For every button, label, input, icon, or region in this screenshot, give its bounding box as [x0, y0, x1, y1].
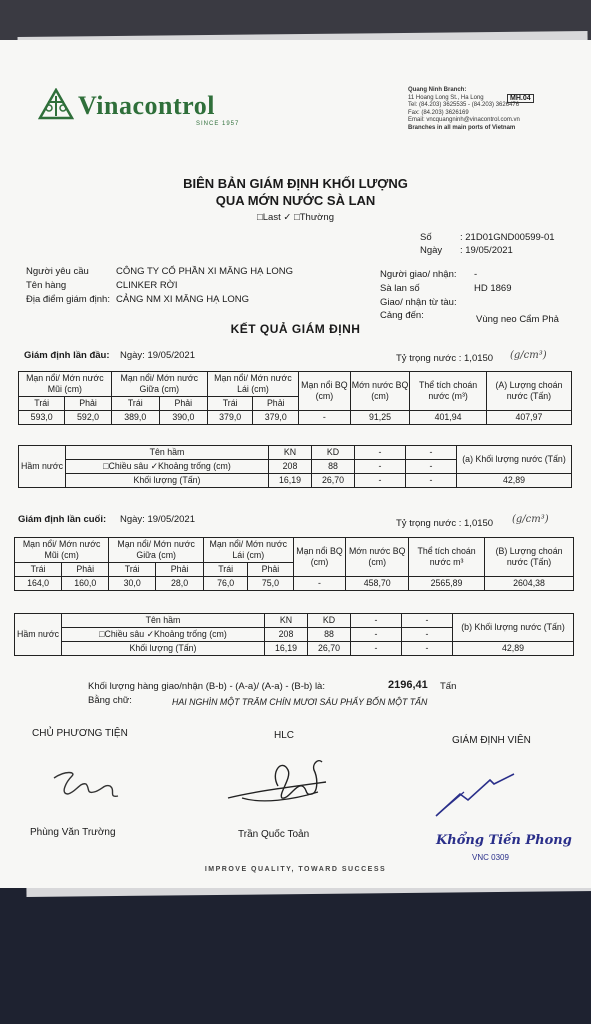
requester-value: CÔNG TY CỔ PHẦN XI MĂNG HẠ LONG: [116, 266, 294, 277]
branch-line: Email: vncquangninh@vinacontrol.com.vn: [408, 117, 520, 124]
header-phai: Phải: [65, 397, 111, 411]
kn-depth: 208: [265, 628, 308, 642]
dash-cell: -: [402, 614, 453, 628]
in-words-label: Bằng chữ:: [88, 695, 132, 706]
checkbox-icon[interactable]: □: [99, 629, 105, 639]
first-survey-label: Giám định lần đầu:: [24, 350, 110, 361]
background-bottom: [0, 880, 591, 1024]
last-density: Tỷ trọng nước : 1,0150: [396, 518, 494, 529]
header-bq: Mạn nổi BQ (cm): [299, 372, 351, 411]
depth-space-row: [66, 460, 269, 474]
owner-label: CHỦ PHƯƠNG TIỆN: [32, 728, 128, 739]
kd-header: KD: [312, 446, 355, 460]
hlc-signature: [222, 748, 332, 810]
first-density-handwritten: (g/cm³): [510, 350, 547, 361]
header-trai: Trái: [204, 563, 248, 577]
header-trai: Trái: [19, 397, 65, 411]
cell-monbq: 91,25: [350, 411, 410, 425]
dash-cell: -: [355, 460, 406, 474]
checkmark-icon: ✓: [150, 461, 158, 471]
deliverer-value: -: [474, 269, 478, 280]
ham-nuoc-label: Hầm nước: [15, 614, 62, 656]
cell-giua-trai: 30,0: [109, 577, 156, 591]
option-last-label: Last: [262, 212, 281, 223]
cell-giua-trai: 389,0: [111, 411, 159, 425]
kd-depth: 88: [312, 460, 355, 474]
header-vol: Thể tích choán nước (m³): [410, 372, 486, 411]
dash-cell: -: [402, 642, 453, 656]
kd-mass: 26,70: [312, 474, 355, 488]
kn-mass: 16,19: [269, 474, 312, 488]
barge-value: HD 1869: [474, 283, 512, 294]
branch-line: Branches in all main ports of Vietnam: [408, 124, 516, 131]
khoang-trong-label: Khoảng trống (cm): [153, 629, 227, 639]
checkmark-icon: ✓: [146, 629, 154, 639]
cell-mui-phai: 592,0: [65, 411, 111, 425]
hlc-name: Trần Quốc Toản: [238, 829, 310, 840]
in-words-value: HAI NGHÌN MỘT TRĂM CHÍN MƯƠI SÁU PHẨY BỐN MỘT TẤN: [172, 697, 428, 707]
last-hold-table: [14, 613, 574, 656]
vinacontrol-logo-icon: [38, 88, 74, 122]
net-mass-formula: Khối lượng hàng giao/nhận (B-b) - (A-a)/ (A-a) - (B-b) là:: [88, 681, 325, 692]
kd-depth: 88: [308, 628, 351, 642]
barge-label: Sà lan số: [380, 283, 420, 294]
header-trai: Trái: [15, 563, 62, 577]
header-vol: Thể tích choán nước m³: [409, 538, 485, 577]
dash-cell: -: [406, 446, 457, 460]
header-phai: Phải: [248, 563, 293, 577]
surveyor-name: Khổng Tiến Phong: [436, 833, 572, 848]
net-mass-value: 2196,41: [388, 679, 428, 691]
water-mass-a-value: 42,89: [457, 474, 572, 488]
ham-nuoc-label: Hầm nước: [19, 446, 66, 488]
header-disp: (A) Lượng choán nước (Tấn): [486, 372, 571, 411]
cell-lai-trai: 76,0: [204, 577, 248, 591]
cell-bq: -: [293, 577, 346, 591]
kn-header: KN: [269, 446, 312, 460]
header-phai: Phải: [159, 397, 207, 411]
dash-cell: -: [351, 614, 402, 628]
place-value: CẢNG NM XI MĂNG HẠ LONG: [116, 294, 250, 305]
header-trai: Trái: [207, 397, 253, 411]
so-label: Số: [420, 232, 432, 243]
dash-cell: -: [351, 642, 402, 656]
mass-row-label: Khối lượng (Tấn): [66, 474, 269, 488]
cell-lai-phai: 75,0: [248, 577, 293, 591]
dash-cell: -: [355, 474, 406, 488]
port-value: Vùng neo Cẩm Phả: [476, 314, 559, 325]
header-phai: Phải: [62, 563, 109, 577]
header-trai: Trái: [109, 563, 156, 577]
dash-cell: -: [351, 628, 402, 642]
cell-mui-phai: 160,0: [62, 577, 109, 591]
option-normal-label: Thường: [299, 212, 334, 223]
dash-cell: -: [406, 460, 457, 474]
chieu-sau-label: Chiều sâu: [104, 629, 145, 639]
water-mass-a-label: (a) Khối lượng nước (Tấn): [457, 446, 572, 474]
chieu-sau-label: Chiều sâu: [108, 461, 149, 471]
so-value: : 21D01GND00599-01: [460, 232, 555, 243]
last-survey-date: Ngày: 19/05/2021: [120, 514, 196, 525]
kd-header: KD: [308, 614, 351, 628]
ten-ham-header: Tên hầm: [62, 614, 265, 628]
kn-mass: 16,19: [265, 642, 308, 656]
ngay-label: Ngày: [420, 245, 443, 256]
surveyor-signature: [430, 770, 520, 822]
kn-header: KN: [265, 614, 308, 628]
header-mui: Mạn nổi/ Mớn nước Mũi (cm): [19, 372, 112, 397]
checkmark-icon: ✓: [283, 212, 292, 223]
doc-title-line1: BIÊN BẢN GIÁM ĐỊNH KHỐI LƯỢNG: [183, 176, 408, 191]
header-disp: (B) Lượng choán nước (Tấn): [485, 538, 574, 577]
mass-row-label: Khối lượng (Tấn): [62, 642, 265, 656]
header-trai: Trái: [111, 397, 159, 411]
first-density: Tỷ trọng nước : 1,0150: [396, 353, 494, 364]
cell-bq: -: [299, 411, 351, 425]
checkbox-icon[interactable]: □: [103, 461, 109, 471]
header-giua: Mạn nổi/ Mớn nước Giữa (cm): [109, 538, 204, 563]
dash-cell: -: [406, 474, 457, 488]
header-bq: Mạn nổi BQ (cm): [293, 538, 346, 577]
result-title: KẾT QUẢ GIÁM ĐỊNH: [230, 322, 361, 336]
cell-lai-phai: 379,0: [253, 411, 299, 425]
cell-disp: 2604,38: [485, 577, 574, 591]
checkbox-icon[interactable]: □: [293, 212, 300, 223]
dash-cell: -: [355, 446, 406, 460]
branch-title: Quang Ninh Branch:: [408, 87, 467, 93]
header-monbq: Mớn nước BQ (cm): [346, 538, 409, 577]
place-label: Địa điểm giám định:: [26, 294, 110, 305]
last-density-handwritten: (g/cm³): [512, 514, 549, 525]
form-code-badge: MH.04: [507, 94, 534, 103]
cell-giua-phai: 390,0: [159, 411, 207, 425]
cell-mui-trai: 593,0: [19, 411, 65, 425]
last-survey-label: Giám định lần cuối:: [18, 514, 107, 525]
cell-vol: 2565,89: [409, 577, 485, 591]
cell-mui-trai: 164,0: [15, 577, 62, 591]
cell-giua-phai: 28,0: [156, 577, 204, 591]
header-giua: Mạn nổi/ Mớn nước Giữa (cm): [111, 372, 207, 397]
branch-line: Fax: (84.203) 3626169: [408, 109, 469, 116]
brand-since: SINCE 1957: [196, 121, 240, 127]
branch-line: 11 Hoang Long St., Ha Long: [408, 94, 484, 101]
goods-label: Tên hàng: [26, 280, 67, 291]
doc-title-line2: QUA MỚN NƯỚC SÀ LAN: [215, 193, 376, 208]
owner-signature: [46, 764, 136, 804]
cell-vol: 401,94: [410, 411, 486, 425]
first-hold-table: [18, 445, 572, 488]
brand-logo-text: Vinacontrol: [78, 91, 215, 120]
ten-ham-header: Tên hầm: [66, 446, 269, 460]
first-survey-date: Ngày: 19/05/2021: [120, 350, 196, 361]
hlc-label: HLC: [274, 730, 295, 741]
header-lai: Mạn nổi/ Mớn nước Lái (cm): [207, 372, 298, 397]
last-draft-table: [14, 537, 574, 591]
dash-cell: -: [402, 628, 453, 642]
cell-monbq: 458,70: [346, 577, 409, 591]
port-label: Cảng đến:: [380, 310, 424, 321]
ngay-value: : 19/05/2021: [460, 245, 513, 256]
cell-disp: 407,97: [486, 411, 571, 425]
survey-type-options: [0, 212, 591, 223]
kd-mass: 26,70: [308, 642, 351, 656]
branch-line: Tel: (84.203) 3625535 - (84.203) 3626476: [408, 102, 520, 109]
header-phai: Phải: [253, 397, 299, 411]
kn-depth: 208: [269, 460, 312, 474]
requester-label: Người yêu cầu: [26, 266, 89, 277]
from-ship-label: Giao/ nhận từ tàu:: [380, 297, 457, 308]
header-monbq: Mớn nước BQ (cm): [350, 372, 410, 411]
checkbox-icon[interactable]: □: [257, 212, 263, 223]
goods-value: CLINKER RỜI: [116, 280, 178, 291]
branch-info: [408, 87, 520, 133]
header-phai: Phải: [156, 563, 204, 577]
surveyor-label: GIÁM ĐỊNH VIÊN: [452, 735, 531, 746]
footer-slogan: IMPROVE QUALITY, TOWARD SUCCESS: [204, 866, 387, 873]
header-lai: Mạn nổi/ Mớn nước Lái (cm): [204, 538, 294, 563]
water-mass-b-label: (b) Khối lượng nước (Tấn): [453, 614, 574, 642]
first-draft-table: [18, 371, 572, 425]
owner-name: Phùng Văn Trường: [30, 827, 116, 838]
surveyor-code: VNC 0309: [472, 853, 509, 862]
net-mass-unit: Tấn: [440, 681, 457, 692]
deliverer-label: Người giao/ nhận:: [380, 269, 457, 280]
cell-lai-trai: 379,0: [207, 411, 253, 425]
depth-space-row: [62, 628, 265, 642]
header-mui: Mạn nổi/ Mớn nước Mũi (cm): [15, 538, 109, 563]
water-mass-b-value: 42,89: [453, 642, 574, 656]
khoang-trong-label: Khoảng trống (cm): [157, 461, 231, 471]
